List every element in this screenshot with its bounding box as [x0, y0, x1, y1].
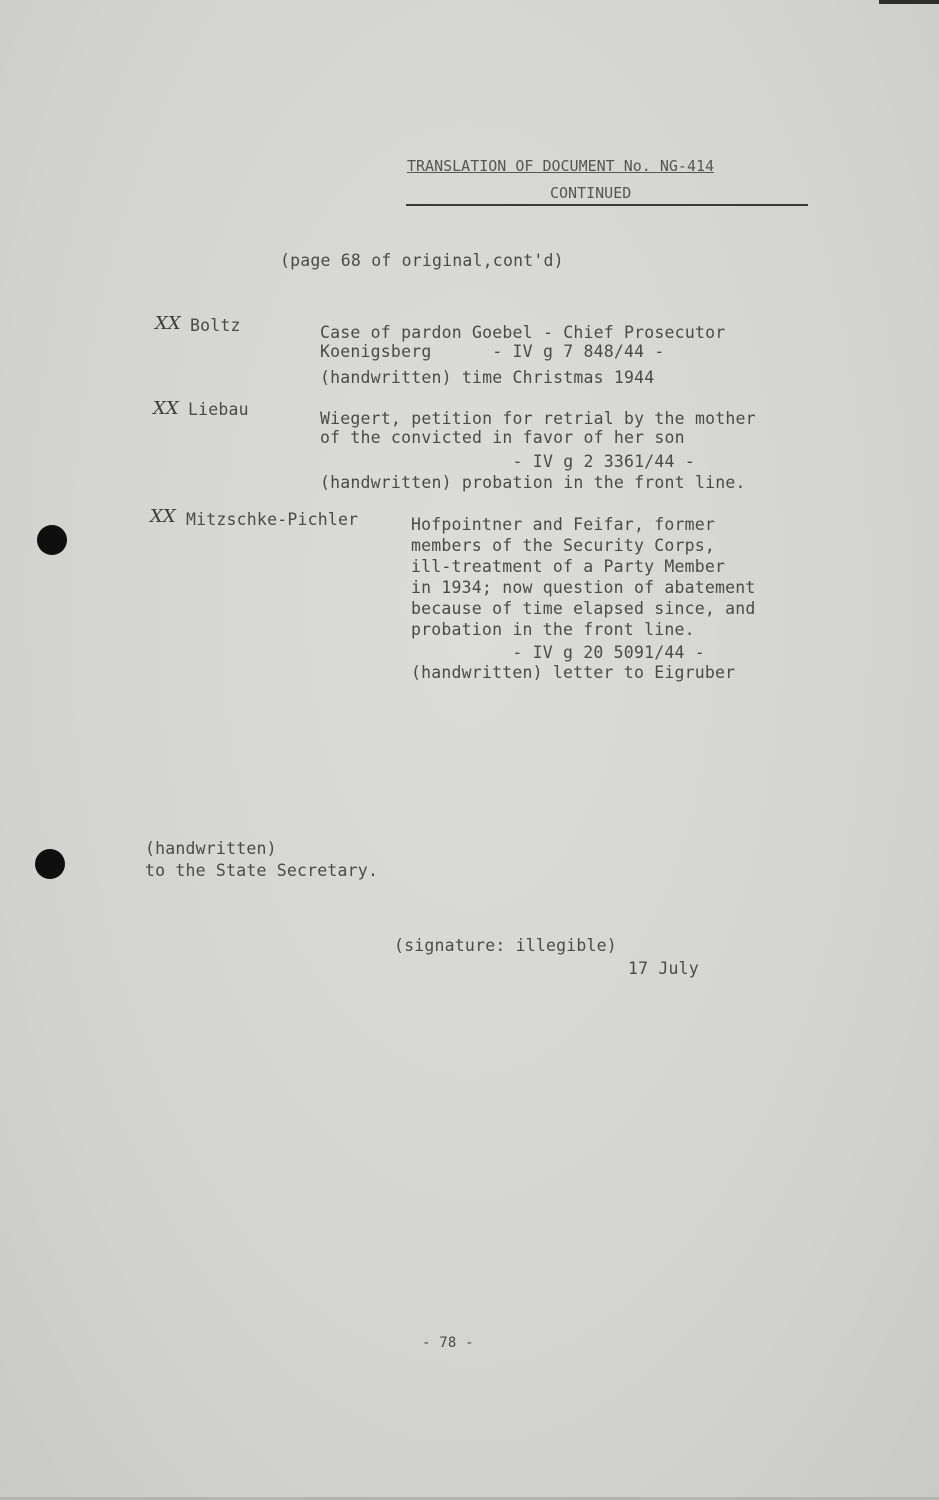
page-reference: (page 68 of original,cont'd)	[280, 251, 564, 270]
entry-line: probation in the front line.	[411, 620, 695, 639]
entry-check-mark: XX	[153, 398, 179, 419]
entry-line: because of time elapsed since, and	[411, 599, 756, 618]
signature-line: (signature: illegible)	[394, 936, 617, 955]
entry-line: members of the Security Corps,	[411, 536, 716, 555]
entry-check-mark: XX	[155, 313, 181, 334]
document-subtitle: CONTINUED	[550, 184, 632, 202]
entry-line: - IV g 2 3361/44 -	[320, 452, 695, 471]
entry-line: Koenigsberg - IV g 7 848/44 -	[320, 342, 665, 361]
entry-line: (handwritten) letter to Eigruber	[411, 663, 736, 682]
entry-line: Hofpointner and Feifar, former	[411, 515, 716, 534]
entry-line: - IV g 20 5091/44 -	[411, 643, 705, 662]
entry-name: Boltz	[190, 316, 241, 335]
punch-hole-upper	[37, 525, 67, 555]
entry-line: in 1934; now question of abatement	[411, 578, 756, 597]
closing-note-line: to the State Secretary.	[145, 861, 379, 880]
page-number: - 78 -	[422, 1335, 474, 1351]
closing-note-line: (handwritten)	[145, 839, 277, 858]
signature-date: 17 July	[628, 959, 699, 978]
entry-name: Liebau	[188, 400, 249, 419]
entry-name: Mitzschke-Pichler	[186, 510, 359, 529]
entry-line: of the convicted in favor of her son	[320, 428, 685, 447]
top-edge-mark	[879, 0, 939, 4]
entry-line: ill-treatment of a Party Member	[411, 557, 726, 576]
document-title: TRANSLATION OF DOCUMENT No. NG-414	[407, 157, 715, 175]
entry-line: Case of pardon Goebel - Chief Prosecutor	[320, 323, 726, 342]
entry-check-mark: XX	[150, 506, 176, 527]
header-rule	[406, 204, 808, 206]
entry-line: (handwritten) time Christmas 1944	[320, 368, 655, 387]
entry-line: (handwritten) probation in the front line.	[320, 473, 746, 492]
punch-hole-lower	[35, 849, 65, 879]
entry-line: Wiegert, petition for retrial by the mother	[320, 409, 756, 428]
